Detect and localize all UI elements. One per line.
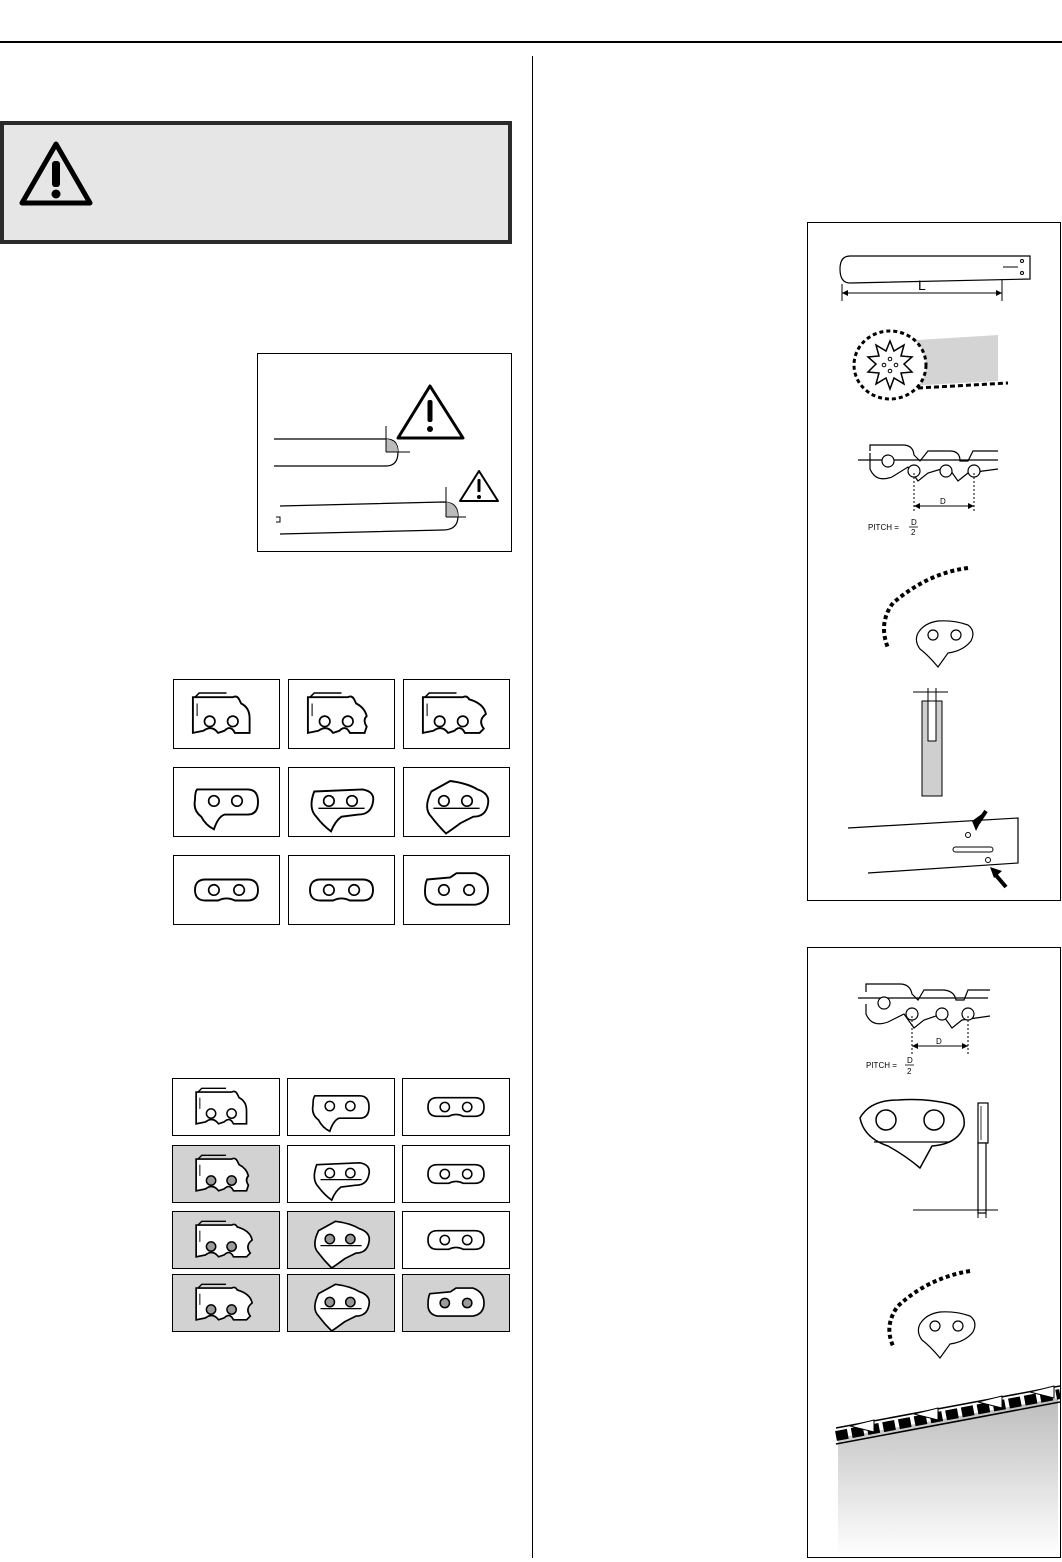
side-link-icon (403, 1146, 509, 1202)
bar-groove-icon (913, 688, 948, 796)
side-link-icon (403, 1212, 509, 1268)
drive-link-icon (289, 768, 394, 836)
cutter-tooth-icon (173, 1212, 279, 1268)
guide-bar-icon (840, 256, 1030, 301)
side-link-icon (403, 1275, 509, 1331)
chain-pitch-diagram (858, 445, 998, 537)
chain-on-wood-icon (836, 1386, 1060, 1557)
grid-b-cell (402, 1211, 510, 1269)
grid-b-cell (172, 1211, 280, 1269)
grid-b-cell (402, 1078, 510, 1136)
grid-a-cell (288, 855, 395, 925)
header-rule (0, 41, 1062, 43)
grid-a-cell (403, 855, 510, 925)
drive-link-icon (288, 1275, 394, 1331)
chain-loop-icon (889, 1271, 975, 1358)
tooth-grid-b (172, 1078, 512, 1332)
kickback-zone-figure (257, 353, 512, 552)
grid-a-cell (403, 679, 510, 749)
drive-link-icon (174, 768, 279, 836)
grid-b-cell (172, 1145, 280, 1203)
pitch-label: PITCH = (868, 523, 899, 532)
cutter-tooth-icon (173, 1079, 279, 1135)
bar-tail-icon (848, 811, 1018, 887)
pitch-denominator: 2 (907, 1067, 912, 1076)
grid-a-cell (173, 855, 280, 925)
chain-loop-icon (884, 568, 973, 667)
side-link-icon (289, 856, 394, 924)
grid-a-cell (288, 767, 395, 837)
grid-a-cell (173, 679, 280, 749)
bar-and-chain-figure (807, 222, 1061, 901)
side-link-icon (174, 856, 279, 924)
grid-b-cell (287, 1211, 395, 1269)
cutter-tooth-icon (173, 1275, 279, 1331)
drive-link-icon (288, 1146, 394, 1202)
cutter-tooth-icon (289, 680, 394, 748)
drive-link-icon (288, 1212, 394, 1268)
bar-length-label: L (918, 277, 926, 293)
cutter-tooth-icon (404, 680, 509, 748)
sprocket-icon (854, 331, 1008, 399)
side-link-icon (404, 856, 509, 924)
cutter-tooth-icon (173, 1146, 279, 1202)
side-link-icon (403, 1079, 509, 1135)
pitch-label: PITCH = (866, 1061, 897, 1070)
distance-label: D (940, 497, 946, 506)
grid-b-cell (287, 1078, 395, 1136)
chain-pitch-diagram (858, 984, 990, 1076)
pitch-numerator: D (911, 518, 917, 527)
warning-box (0, 121, 512, 244)
grid-b-cell (287, 1145, 395, 1203)
distance-label: D (936, 1037, 942, 1046)
grid-a-cell (403, 767, 510, 837)
grid-b-cell (402, 1274, 510, 1332)
pitch-numerator: D (907, 1056, 913, 1065)
column-divider (532, 56, 533, 1558)
grid-a-cell (288, 679, 395, 749)
grid-b-cell (172, 1078, 280, 1136)
warning-triangle-icon (460, 471, 498, 501)
warning-triangle-icon (398, 386, 463, 438)
warning-triangle-icon (16, 139, 96, 209)
chain-specs-figure (807, 947, 1061, 1558)
drive-link-gauge-icon (860, 1100, 998, 1219)
drive-link-icon (288, 1079, 394, 1135)
tooth-grid-a (173, 679, 512, 925)
grid-b-cell (287, 1274, 395, 1332)
drive-link-icon (404, 768, 509, 836)
grid-b-cell (402, 1145, 510, 1203)
grid-b-cell (172, 1274, 280, 1332)
pitch-denominator: 2 (911, 528, 916, 537)
cutter-tooth-icon (174, 680, 279, 748)
grid-a-cell (173, 767, 280, 837)
